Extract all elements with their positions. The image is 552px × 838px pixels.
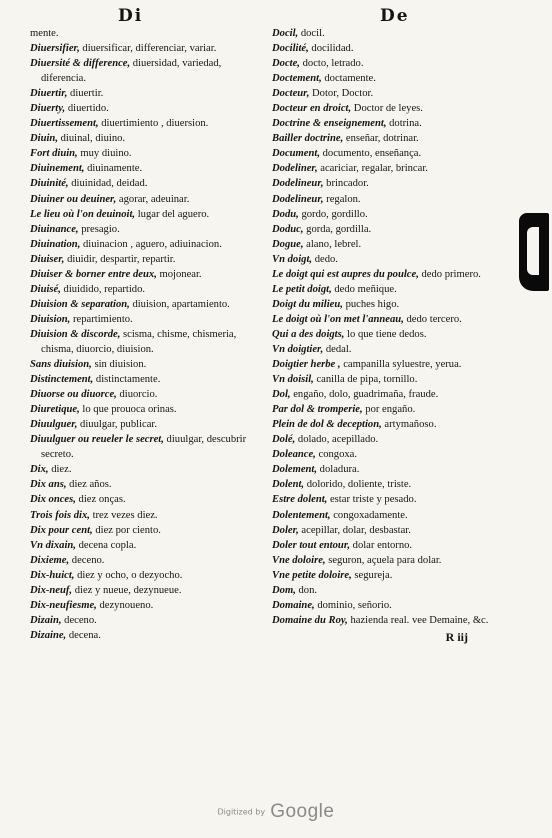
entry-headword: Le doigt où l'on met l'anneau, [272,313,404,325]
entry-headword: Doctement, [272,73,322,85]
entry-translation: lugar del aguero. [135,208,210,220]
entry-headword: Diuertissement, [30,118,99,130]
entry-translation: engaño, dolo, guadrimaña, fraude. [290,389,439,401]
entry-headword: Diuinement, [30,163,85,175]
dictionary-entry [30,56,262,86]
entry-headword: Vn doigt, [272,253,313,265]
dictionary-entry [30,327,262,357]
entry-translation: mojonear. [156,268,202,280]
dictionary-entry [272,357,504,372]
entry-translation: dotrina. [386,118,422,130]
dictionary-entry [30,41,262,56]
dictionary-entry [272,523,504,538]
entry-headword: Le doigt qui est aupres du poulce, [272,268,419,280]
entry-headword: Diuinance, [30,223,79,235]
entry-translation: decena. [66,629,101,641]
entry-headword: Vn dixain, [30,539,76,551]
dictionary-entry [30,161,262,176]
entry-translation: diuertimiento , diuersion. [98,118,209,130]
entry-translation: diuinacion , aguero, adiuinacion. [80,238,222,250]
dictionary-entry [272,508,504,523]
dictionary-entry [272,252,504,267]
dictionary-entry [272,41,504,56]
entry-headword: Dix-huict, [30,569,75,581]
entry-translation: dedo primero. [418,268,481,280]
entry-translation: artymañoso. [381,419,437,431]
dictionary-entry [272,327,504,342]
entry-headword: Diuision & separation, [30,298,130,310]
dictionary-entry [30,267,262,282]
entry-translation: diez años. [66,479,112,491]
dictionary-entry [30,86,262,101]
entry-translation: gordo, gordillo. [298,208,368,220]
entry-translation: agorar, adeuinar. [116,193,190,205]
dictionary-entry [272,553,504,568]
entry-translation: diuulgar, descubrir secreto. [41,434,247,461]
entry-headword: Docte, [272,58,300,70]
dictionary-entry [272,282,504,297]
entry-translation: segureja. [351,569,393,581]
dictionary-entry [272,116,504,131]
entry-translation: dolorido, doliente, triste. [304,479,412,491]
dictionary-entry [30,312,262,327]
dictionary-entry [30,568,262,583]
entry-translation: diuersidad, variedad, diferencia. [41,58,222,85]
entry-translation: diuertido. [65,103,109,115]
dictionary-entry [30,508,262,523]
dictionary-entry [30,492,262,507]
dictionary-entry [272,462,504,477]
entry-translation: diez y ocho, o dezyocho. [74,569,183,581]
dictionary-entry [272,146,504,161]
entry-headword: Dolé, [272,434,296,446]
entry-headword: Docil, [272,28,299,39]
dictionary-entry [30,101,262,116]
dictionary-entry [272,312,504,327]
entry-headword: Diuretique, [30,404,80,416]
entry-headword: Dodelineur, [272,178,324,190]
dictionary-entry [272,402,504,417]
entry-headword: Diuorse ou diuorce, [30,389,117,401]
dictionary-entry [30,282,262,297]
dictionary-entry [272,101,504,116]
entry-headword: Dizaine, [30,629,67,641]
entry-translation: doctamente. [321,73,376,85]
entry-translation: muy diuino. [77,148,132,160]
running-head-left: Di [118,6,144,26]
entry-headword: Diuisé, [30,283,61,295]
entry-headword: Vn doigtier, [272,343,324,355]
entry-translation: diuinidad, deidad. [68,178,148,190]
dictionary-entry [30,387,262,402]
entry-translation: deceno. [69,554,105,566]
entry-translation: doladura. [317,464,360,476]
dictionary-entry [30,176,262,191]
entry-headword: Doler tout entour, [272,539,350,551]
entry-translation: congoxadamente. [330,509,408,521]
entry-headword: Diuision & discorde, [30,328,121,340]
entry-headword: Dom, [272,584,296,596]
entry-translation: diuulgar, publicar. [77,419,158,431]
entry-translation: repartimiento. [70,313,133,325]
entry-translation: docto, letrado. [299,58,364,70]
entry-translation: Doctor de leyes. [351,103,423,115]
dictionary-entry [30,192,262,207]
dictionary-entry [272,86,504,101]
entry-translation: don. [295,584,318,596]
entry-headword: Distinctement, [30,374,94,386]
entry-headword: Diuision, [30,313,71,325]
dictionary-entry [272,613,504,628]
entry-headword: Dodelineur, [272,193,324,205]
entry-headword: Document, [272,148,320,160]
dictionary-entry [30,628,262,643]
dictionary-entry [30,538,262,553]
entry-headword: Diuulguer, [30,419,78,431]
dictionary-entry [272,372,504,387]
entry-headword: Diuulguer ou reueler le secret, [30,434,164,446]
signature-mark: R iij [445,629,468,644]
dictionary-entry [272,583,504,598]
entry-translation: congoxa. [315,449,358,461]
dictionary-entry [272,71,504,86]
entry-translation: distinctamente. [93,374,161,386]
entry-translation: regalon. [323,193,361,205]
entry-translation: brincador. [323,178,369,190]
entry-headword: Dix onces, [30,494,76,506]
dictionary-entry [272,342,504,357]
google-logo: Google [270,801,335,822]
entry-translation: mente. [30,28,59,39]
dictionary-entry [30,477,262,492]
dictionary-entry [30,131,262,146]
entry-translation: diuorcio. [116,389,158,401]
entry-translation: docil. [298,28,325,39]
entry-headword: Diuination, [30,238,81,250]
entry-headword: Dix-neuf, [30,584,73,596]
entry-translation: diez y nueue, dezynueue. [72,584,182,596]
entry-translation: dedo. [312,253,338,265]
entry-translation: dedo tercero. [403,313,462,325]
dictionary-entry [272,192,504,207]
dictionary-entry [30,297,262,312]
entry-headword: Le petit doigt, [272,283,332,295]
entry-translation: lo que tiene dedos. [344,328,427,340]
entry-translation: campanilla syluestre, yerua. [340,359,462,371]
entry-headword: Qui a des doigts, [272,328,345,340]
entry-headword: Doctrine & enseignement, [272,118,387,130]
entry-headword: Estre dolent, [272,494,328,506]
dictionary-entry [272,267,504,282]
entry-headword: Bailler doctrine, [272,133,344,145]
entry-headword: Doigt du milieu, [272,298,343,310]
entry-translation: acariciar, regalar, brincar. [317,163,428,175]
entry-translation: puches higo. [342,298,400,310]
dictionary-entry [272,56,504,71]
dictionary-entry [30,237,262,252]
entry-headword: Vne petite doloire, [272,569,352,581]
entry-headword: Doleance, [272,449,316,461]
running-head-right: De [380,6,410,26]
dictionary-entry [272,538,504,553]
entry-headword: Fort diuin, [30,148,78,160]
dictionary-entry [272,492,504,507]
entry-headword: Dodeliner, [272,163,318,175]
entry-headword: Doler, [272,524,299,536]
entry-translation: documento, enseñança. [319,148,422,160]
entry-translation: canilla de pipa, tornillo. [313,374,418,386]
entry-translation: deceno. [61,614,97,626]
dictionary-entry [30,207,262,222]
entry-headword: Diuinité, [30,178,69,190]
dictionary-entry [30,222,262,237]
entry-headword: Dolement, [272,464,318,476]
entry-translation: por engaño. [362,404,416,416]
entry-translation: gorda, gordilla. [303,223,372,235]
entry-translation: diuertir. [67,88,104,100]
entry-headword: Diuiner ou deuiner, [30,193,117,205]
entry-translation: docilidad. [308,43,354,55]
entry-headword: Docilité, [272,43,309,55]
entry-translation: diez. [48,464,72,476]
entry-headword: Diuertir, [30,88,68,100]
entry-translation: scisma, chisme, chismeria, chisma, diuorcio, diuision. [41,328,237,355]
dictionary-entry [30,252,262,267]
entry-headword: Docteur, [272,88,310,100]
dictionary-entry [272,237,504,252]
entry-translation: dolado, acepillado. [295,434,379,446]
entry-translation: dedal. [323,343,352,355]
entry-translation: enseñar, dotrinar. [343,133,419,145]
entry-headword: Dixieme, [30,554,70,566]
entry-translation: Dotor, Doctor. [309,88,374,100]
dictionary-entry [30,146,262,161]
entry-translation: diuinamente. [84,163,143,175]
entry-headword: Diuersifier, [30,43,80,55]
entry-headword: Dol, [272,389,291,401]
dictionary-entry [30,26,262,41]
entry-headword: Dogue, [272,238,304,250]
dictionary-entry [272,207,504,222]
dictionary-entry [30,417,262,432]
entry-headword: Diuerty, [30,103,66,115]
entry-headword: Diuersité & difference, [30,58,131,70]
dictionary-entry [272,447,504,462]
entry-translation: alano, lebrel. [303,238,362,250]
entry-headword: Diuiser, [30,253,65,265]
entry-headword: Par dol & tromperie, [272,404,363,416]
dictionary-entry [272,598,504,613]
entry-translation: diuidido, repartido. [60,283,146,295]
entry-translation: dezynoueno. [96,599,154,611]
entry-translation: diuersificar, differenciar, variar. [79,43,217,55]
entry-headword: Trois fois dix, [30,509,90,521]
entry-headword: Le lieu où l'on deuinoit, [30,208,136,220]
left-column [30,26,262,643]
entry-headword: Sans diuision, [30,359,92,371]
dictionary-entry [30,462,262,477]
right-column [272,26,504,645]
entry-translation: diuinal, diuino. [57,133,126,145]
entry-headword: Doduc, [272,223,304,235]
entry-headword: Diuiser & borner entre deux, [30,268,157,280]
entry-translation: estar triste y pesado. [327,494,417,506]
entry-translation: hazienda real. vee Demaine, &c. [347,614,489,626]
entry-headword: Dix, [30,464,49,476]
entry-translation: dominio, señorio. [314,599,392,611]
dictionary-entry [30,432,262,462]
entry-translation: sin diuision. [91,359,147,371]
dictionary-entry [272,222,504,237]
dictionary-entry [30,357,262,372]
dictionary-entry [272,26,504,41]
entry-headword: Dolent, [272,479,305,491]
dictionary-entry [30,583,262,598]
entry-translation: diuidir, despartir, repartir. [64,253,176,265]
watermark-prefix: Digitized by [217,807,266,817]
dictionary-entry [272,176,504,191]
entry-translation: trez vezes diez. [89,509,158,521]
dictionary-entry [30,372,262,387]
entry-headword: Dix-neufiesme, [30,599,97,611]
entry-translation: seguron, açuela para dolar. [325,554,442,566]
dictionary-entry [30,116,262,131]
dictionary-entry [272,432,504,447]
dictionary-entry [30,553,262,568]
entry-translation: diez onças. [75,494,126,506]
entry-translation: decena copla. [75,539,137,551]
entry-translation: acepillar, dolar, desbastar. [298,524,411,536]
entry-headword: Dizain, [30,614,62,626]
dictionary-entry [272,387,504,402]
entry-headword: Docteur en droict, [272,103,352,115]
dictionary-entry [30,402,262,417]
entry-headword: Dolentement, [272,509,331,521]
entry-translation: lo que prouoca orinas. [79,404,177,416]
dictionary-entry [272,568,504,583]
entry-translation: diez por ciento. [92,524,161,536]
dictionary-entry [30,613,262,628]
entry-headword: Domaine, [272,599,315,611]
dictionary-entry [30,598,262,613]
entry-headword: Domaine du Roy, [272,614,348,626]
dictionary-entry [30,523,262,538]
entry-headword: Dix pour cent, [30,524,93,536]
ink-blot-decoration [519,213,549,291]
dictionary-entry [272,477,504,492]
dictionary-entry [272,161,504,176]
entry-headword: Dodu, [272,208,299,220]
entry-headword: Doigtier herbe , [272,359,341,371]
entry-headword: Vn doisil, [272,374,314,386]
dictionary-entry [272,417,504,432]
entry-translation: diuision, apartamiento. [129,298,230,310]
entry-translation: dedo meñique. [331,283,397,295]
dictionary-entry [272,131,504,146]
entry-headword: Vne doloire, [272,554,326,566]
entry-headword: Dix ans, [30,479,67,491]
entry-headword: Diuin, [30,133,58,145]
entry-translation: presagio. [78,223,120,235]
entry-translation: dolar entorno. [350,539,413,551]
dictionary-entry [272,297,504,312]
entry-headword: Plein de dol & deception, [272,419,382,431]
google-watermark [0,801,552,823]
